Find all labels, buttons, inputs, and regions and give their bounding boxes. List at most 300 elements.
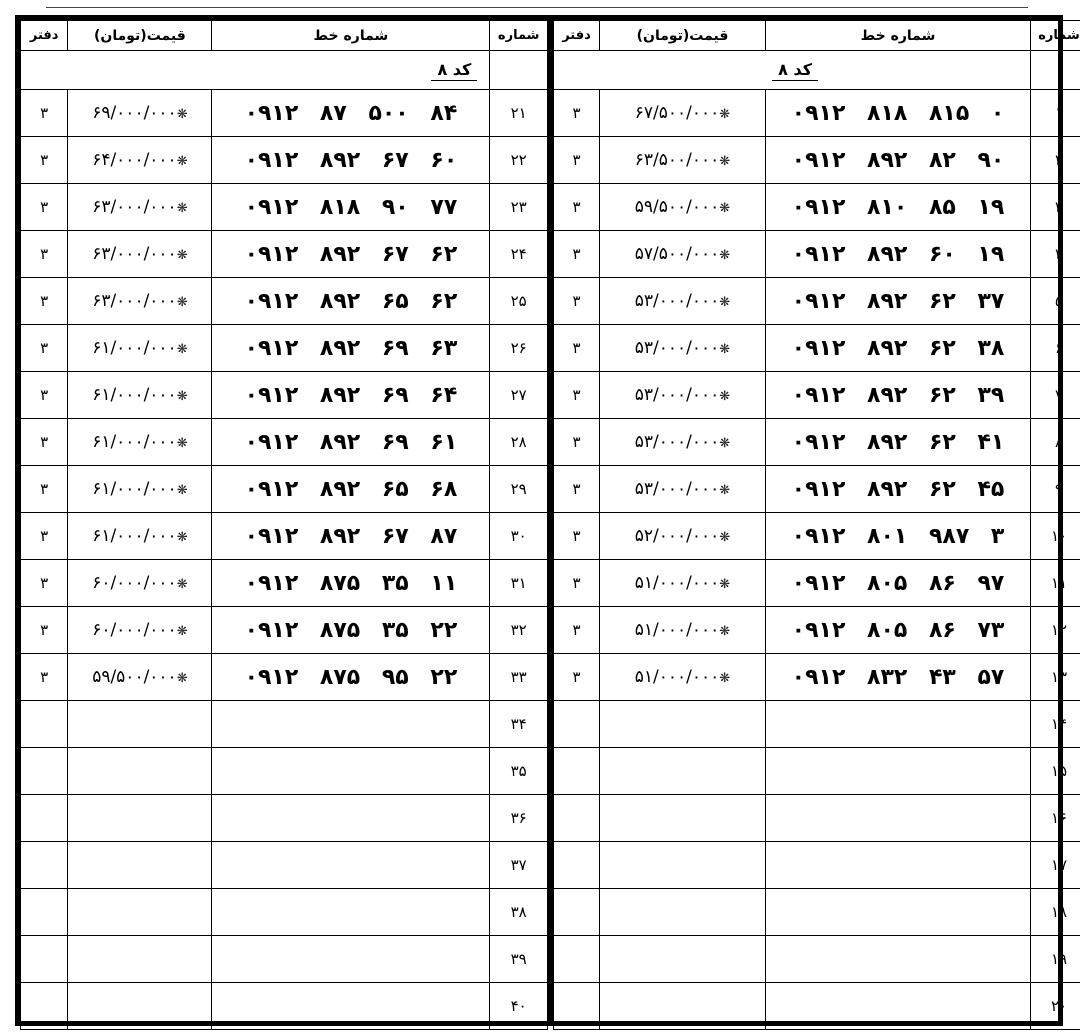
line-number-cell — [766, 936, 1031, 983]
ledger-cell: ۳ — [21, 466, 68, 513]
price-cell — [600, 466, 766, 513]
price-cell — [68, 278, 212, 325]
line-number: ۰۹۱۲ ۸۹۲ ۶۰ ۱۹ — [791, 241, 1005, 267]
code-label: کد ۸ — [772, 60, 818, 81]
line-number-cell — [212, 325, 490, 372]
row-number: ۳۷ — [490, 842, 548, 889]
asterisk-icon: ❋ — [176, 483, 188, 498]
price-cell — [68, 325, 212, 372]
price-cell — [68, 842, 212, 889]
price-cell — [68, 795, 212, 842]
asterisk-icon: ❋ — [719, 389, 731, 404]
price-value: ۶۷/۵۰۰/۰۰۰ — [634, 103, 720, 123]
price-value: ۶۰/۰۰۰/۰۰۰ — [92, 573, 177, 593]
table-row — [21, 889, 548, 936]
price-cell — [68, 372, 212, 419]
price-value: ۶۱/۰۰۰/۰۰۰ — [92, 526, 177, 546]
asterisk-icon: ❋ — [719, 624, 731, 639]
line-number-cell — [766, 419, 1031, 466]
table-row — [21, 842, 548, 889]
price-cell — [600, 513, 766, 560]
line-number-cell — [766, 466, 1031, 513]
price-cell — [600, 278, 766, 325]
price-value: ۵۱/۰۰۰/۰۰۰ — [634, 620, 720, 640]
line-number: ۰۹۱۲ ۸۷ ۵۰۰ ۸۴ — [244, 100, 458, 126]
table-row — [554, 842, 1080, 889]
table-row — [554, 231, 1080, 278]
line-number-cell — [766, 654, 1031, 701]
line-number: ۰۹۱۲ ۸۷۵ ۳۵ ۱۱ — [244, 570, 458, 596]
asterisk-icon: ❋ — [176, 530, 188, 545]
line-number: ۰۹۱۲ ۸۰۵ ۸۶ ۷۳ — [791, 617, 1005, 643]
ledger-cell — [554, 748, 600, 795]
price-value: ۵۹/۵۰۰/۰۰۰ — [634, 197, 720, 217]
line-number-cell — [766, 325, 1031, 372]
line-number: ۰۹۱۲ ۸۹۲ ۶۲ ۴۱ — [791, 429, 1005, 455]
price-cell — [600, 137, 766, 184]
line-number-cell — [766, 701, 1031, 748]
price-cell — [600, 90, 766, 137]
price-cell — [600, 795, 766, 842]
line-number: ۰۹۱۲ ۸۹۲ ۶۲ ۳۹ — [791, 382, 1005, 408]
price-value: ۶۳/۰۰۰/۰۰۰ — [92, 244, 177, 264]
line-number-cell — [766, 842, 1031, 889]
table-row — [21, 936, 548, 983]
code-spacer-cell — [490, 51, 548, 90]
asterisk-icon: ❋ — [719, 577, 731, 592]
price-cell — [68, 607, 212, 654]
line-number-cell — [212, 889, 490, 936]
header-ledger: دفتر — [554, 21, 600, 51]
table-row — [554, 560, 1080, 607]
ledger-cell — [554, 983, 600, 1030]
line-number: ۰۹۱۲ ۸۹۲ ۶۷ ۸۷ — [244, 523, 458, 549]
ledger-cell: ۳ — [21, 90, 68, 137]
row-number: ۴ — [1031, 231, 1080, 278]
asterisk-icon: ❋ — [719, 154, 731, 169]
price-value: ۶۳/۰۰۰/۰۰۰ — [92, 197, 177, 217]
row-number: ۱۱ — [1031, 560, 1080, 607]
asterisk-icon: ❋ — [719, 530, 731, 545]
ledger-cell: ۳ — [21, 278, 68, 325]
code-spacer-cell — [1031, 51, 1080, 90]
price-cell — [68, 936, 212, 983]
table-row — [21, 90, 548, 137]
table-row — [21, 372, 548, 419]
table-row — [554, 607, 1080, 654]
ledger-cell: ۳ — [554, 607, 600, 654]
header-price: قیمت(تومان) — [600, 21, 766, 51]
ledger-cell — [21, 748, 68, 795]
line-number: ۰۹۱۲ ۸۳۲ ۴۳ ۵۷ — [791, 664, 1005, 690]
price-cell — [68, 513, 212, 560]
header-line-number: شماره خط — [212, 21, 490, 51]
price-value: ۵۹/۵۰۰/۰۰۰ — [92, 667, 177, 687]
price-cell — [600, 607, 766, 654]
ledger-cell: ۳ — [21, 654, 68, 701]
ledger-cell — [554, 889, 600, 936]
ledger-cell: ۳ — [21, 560, 68, 607]
asterisk-icon: ❋ — [176, 342, 188, 357]
header-number: شماره — [1031, 21, 1080, 51]
table-row — [554, 701, 1080, 748]
ledger-cell: ۳ — [21, 419, 68, 466]
header-number: شماره — [490, 21, 548, 51]
price-value: ۶۹/۰۰۰/۰۰۰ — [92, 103, 177, 123]
line-number-cell — [212, 419, 490, 466]
line-number-cell — [212, 654, 490, 701]
line-number-cell — [766, 278, 1031, 325]
price-cell — [68, 466, 212, 513]
ledger-cell: ۳ — [554, 231, 600, 278]
price-value: ۶۰/۰۰۰/۰۰۰ — [92, 620, 177, 640]
price-cell — [68, 748, 212, 795]
price-cell — [68, 701, 212, 748]
row-number: ۲۳ — [490, 184, 548, 231]
row-number: ۱۹ — [1031, 936, 1080, 983]
ledger-cell — [21, 983, 68, 1030]
ledger-cell: ۳ — [554, 278, 600, 325]
ledger-cell: ۳ — [21, 607, 68, 654]
line-number: ۰۹۱۲ ۸۷۵ ۹۵ ۲۲ — [244, 664, 458, 690]
table-row — [21, 607, 548, 654]
price-cell — [600, 701, 766, 748]
row-number: ۱۷ — [1031, 842, 1080, 889]
price-value: ۵۱/۰۰۰/۰۰۰ — [634, 573, 720, 593]
price-list-panel-left — [15, 15, 553, 1026]
row-number: ۳۹ — [490, 936, 548, 983]
line-number: ۰۹۱۲ ۸۹۲ ۶۹ ۶۱ — [244, 429, 458, 455]
line-number: ۰۹۱۲ ۸۹۲ ۶۲ ۴۵ — [791, 476, 1005, 502]
line-number-cell — [212, 701, 490, 748]
table-row — [554, 137, 1080, 184]
line-number-cell — [212, 795, 490, 842]
line-number-cell — [212, 513, 490, 560]
table-row — [554, 372, 1080, 419]
line-number-cell — [212, 560, 490, 607]
price-value: ۵۷/۵۰۰/۰۰۰ — [634, 244, 720, 264]
row-number: ۱۰ — [1031, 513, 1080, 560]
line-number-cell — [766, 795, 1031, 842]
price-cell — [600, 372, 766, 419]
ledger-cell — [21, 701, 68, 748]
line-number: ۰۹۱۲ ۸۰۱ ۹۸۷ ۳ — [791, 523, 1005, 549]
line-number: ۰۹۱۲ ۸۱۸ ۸۱۵ ۰ — [791, 100, 1005, 126]
table-row — [554, 889, 1080, 936]
line-number: ۰۹۱۲ ۸۹۲ ۶۲ ۳۷ — [791, 288, 1005, 314]
table-row — [21, 701, 548, 748]
row-number: ۴۰ — [490, 983, 548, 1030]
asterisk-icon: ❋ — [176, 295, 188, 310]
asterisk-icon: ❋ — [176, 577, 188, 592]
table-row — [554, 90, 1080, 137]
table-row — [21, 184, 548, 231]
row-number: ۵ — [1031, 278, 1080, 325]
price-cell — [68, 419, 212, 466]
asterisk-icon: ❋ — [719, 342, 731, 357]
ledger-cell — [21, 889, 68, 936]
line-number-cell — [212, 936, 490, 983]
row-number: ۶ — [1031, 325, 1080, 372]
asterisk-icon: ❋ — [176, 436, 188, 451]
line-number: ۰۹۱۲ ۸۹۲ ۶۵ ۶۲ — [244, 288, 458, 314]
price-cell — [68, 231, 212, 278]
line-number-cell — [212, 372, 490, 419]
price-cell — [68, 90, 212, 137]
price-cell — [600, 654, 766, 701]
ledger-cell: ۳ — [21, 231, 68, 278]
price-cell — [68, 983, 212, 1030]
row-number: ۹ — [1031, 466, 1080, 513]
ledger-cell: ۳ — [554, 419, 600, 466]
line-number-cell — [212, 842, 490, 889]
asterisk-icon: ❋ — [176, 154, 188, 169]
row-number: ۱۲ — [1031, 607, 1080, 654]
line-number: ۰۹۱۲ ۸۱۸ ۹۰ ۷۷ — [244, 194, 458, 220]
price-cell — [68, 889, 212, 936]
table-row — [21, 560, 548, 607]
line-number-cell — [766, 513, 1031, 560]
asterisk-icon: ❋ — [176, 201, 188, 216]
row-number: ۱۶ — [1031, 795, 1080, 842]
price-cell — [68, 137, 212, 184]
line-number: ۰۹۱۲ ۸۱۰ ۸۵ ۱۹ — [791, 194, 1005, 220]
asterisk-icon: ❋ — [176, 624, 188, 639]
price-cell — [600, 419, 766, 466]
line-number-cell — [766, 184, 1031, 231]
price-value: ۵۳/۰۰۰/۰۰۰ — [634, 432, 720, 452]
line-number-cell — [766, 372, 1031, 419]
asterisk-icon: ❋ — [719, 107, 731, 122]
line-number: ۰۹۱۲ ۸۹۲ ۶۹ ۶۴ — [244, 382, 458, 408]
ledger-cell — [21, 842, 68, 889]
ledger-cell — [554, 795, 600, 842]
header-ledger: دفتر — [21, 21, 68, 51]
price-cell — [600, 983, 766, 1030]
asterisk-icon: ❋ — [719, 295, 731, 310]
ledger-cell — [554, 842, 600, 889]
asterisk-icon: ❋ — [176, 107, 188, 122]
asterisk-icon: ❋ — [719, 248, 731, 263]
table-row — [21, 513, 548, 560]
ledger-cell: ۳ — [554, 325, 600, 372]
top-rule — [46, 7, 1028, 8]
ledger-cell: ۳ — [554, 137, 600, 184]
ledger-cell: ۳ — [21, 137, 68, 184]
line-number-cell — [212, 278, 490, 325]
price-value: ۶۱/۰۰۰/۰۰۰ — [92, 385, 177, 405]
row-number: ۲۵ — [490, 278, 548, 325]
price-value: ۶۱/۰۰۰/۰۰۰ — [92, 338, 177, 358]
price-cell — [68, 654, 212, 701]
header-row — [554, 21, 1080, 51]
table-row — [21, 654, 548, 701]
ledger-cell: ۳ — [554, 513, 600, 560]
ledger-cell: ۳ — [554, 90, 600, 137]
code-label-cell — [554, 51, 1031, 90]
row-number: ۱۵ — [1031, 748, 1080, 795]
table-row — [554, 936, 1080, 983]
ledger-cell — [21, 795, 68, 842]
row-number: ۳۰ — [490, 513, 548, 560]
row-number: ۲۰ — [1031, 983, 1080, 1030]
ledger-cell: ۳ — [554, 560, 600, 607]
line-number-cell — [766, 137, 1031, 184]
header-price: قیمت(تومان) — [68, 21, 212, 51]
ledger-cell: ۳ — [21, 325, 68, 372]
row-number: ۱ — [1031, 90, 1080, 137]
code-label: کد ۸ — [431, 60, 477, 81]
line-number-cell — [766, 607, 1031, 654]
asterisk-icon: ❋ — [719, 201, 731, 216]
row-number: ۲۸ — [490, 419, 548, 466]
table-row — [554, 325, 1080, 372]
line-number: ۰۹۱۲ ۸۹۲ ۶۲ ۳۸ — [791, 335, 1005, 361]
price-table-right — [553, 20, 1080, 1030]
price-value: ۵۲/۰۰۰/۰۰۰ — [634, 526, 720, 546]
price-value: ۶۱/۰۰۰/۰۰۰ — [92, 432, 177, 452]
asterisk-icon: ❋ — [176, 248, 188, 263]
ledger-cell: ۳ — [554, 654, 600, 701]
table-row — [554, 748, 1080, 795]
line-number-cell — [766, 231, 1031, 278]
rows-left — [21, 90, 548, 1030]
code-row — [21, 51, 548, 90]
row-number: ۲ — [1031, 137, 1080, 184]
ledger-cell: ۳ — [554, 184, 600, 231]
price-value: ۶۳/۵۰۰/۰۰۰ — [634, 150, 720, 170]
ledger-cell: ۳ — [21, 184, 68, 231]
price-value: ۵۳/۰۰۰/۰۰۰ — [634, 338, 720, 358]
asterisk-icon: ❋ — [176, 671, 188, 686]
price-cell — [600, 889, 766, 936]
price-cell — [68, 560, 212, 607]
price-cell — [600, 231, 766, 278]
price-cell — [600, 560, 766, 607]
row-number: ۲۷ — [490, 372, 548, 419]
price-cell — [68, 184, 212, 231]
price-value: ۵۳/۰۰۰/۰۰۰ — [634, 479, 720, 499]
table-row — [21, 325, 548, 372]
table-row — [554, 795, 1080, 842]
table-row — [21, 795, 548, 842]
line-number-cell — [212, 231, 490, 278]
price-cell — [600, 748, 766, 795]
line-number: ۰۹۱۲ ۸۰۵ ۸۶ ۹۷ — [791, 570, 1005, 596]
row-number: ۲۴ — [490, 231, 548, 278]
line-number-cell — [212, 184, 490, 231]
header-row — [21, 21, 548, 51]
ledger-cell: ۳ — [554, 372, 600, 419]
price-value: ۵۳/۰۰۰/۰۰۰ — [634, 385, 720, 405]
row-number: ۳۵ — [490, 748, 548, 795]
price-value: ۶۱/۰۰۰/۰۰۰ — [92, 479, 177, 499]
table-row — [554, 419, 1080, 466]
row-number: ۳۲ — [490, 607, 548, 654]
line-number-cell — [766, 748, 1031, 795]
row-number: ۱۳ — [1031, 654, 1080, 701]
ledger-cell — [554, 936, 600, 983]
code-row — [554, 51, 1080, 90]
line-number-cell — [212, 607, 490, 654]
code-label-cell — [21, 51, 490, 90]
price-cell — [600, 325, 766, 372]
table-row — [21, 137, 548, 184]
table-row — [554, 983, 1080, 1030]
line-number-cell — [212, 748, 490, 795]
row-number: ۳۳ — [490, 654, 548, 701]
price-list-panel-right — [548, 15, 1080, 1026]
price-value: ۶۴/۰۰۰/۰۰۰ — [92, 150, 177, 170]
line-number-cell — [212, 983, 490, 1030]
row-number: ۳۴ — [490, 701, 548, 748]
price-table-left — [20, 20, 548, 1030]
line-number: ۰۹۱۲ ۸۹۲ ۶۷ ۶۲ — [244, 241, 458, 267]
ledger-cell — [21, 936, 68, 983]
table-row — [21, 419, 548, 466]
line-number-cell — [212, 466, 490, 513]
row-number: ۲۱ — [490, 90, 548, 137]
line-number: ۰۹۱۲ ۸۹۲ ۶۵ ۶۸ — [244, 476, 458, 502]
row-number: ۲۶ — [490, 325, 548, 372]
rows-right — [554, 90, 1080, 1030]
line-number-cell — [766, 90, 1031, 137]
table-row — [554, 513, 1080, 560]
ledger-cell: ۳ — [554, 466, 600, 513]
line-number: ۰۹۱۲ ۸۹۲ ۶۹ ۶۳ — [244, 335, 458, 361]
price-cell — [600, 936, 766, 983]
asterisk-icon: ❋ — [719, 671, 731, 686]
row-number: ۳۸ — [490, 889, 548, 936]
row-number: ۲۲ — [490, 137, 548, 184]
line-number-cell — [766, 560, 1031, 607]
price-cell — [600, 184, 766, 231]
table-row — [21, 231, 548, 278]
table-row — [21, 278, 548, 325]
row-number: ۸ — [1031, 419, 1080, 466]
line-number-cell — [212, 137, 490, 184]
price-value: ۵۱/۰۰۰/۰۰۰ — [634, 667, 720, 687]
line-number: ۰۹۱۲ ۸۷۵ ۳۵ ۲۲ — [244, 617, 458, 643]
asterisk-icon: ❋ — [719, 483, 731, 498]
line-number: ۰۹۱۲ ۸۹۲ ۶۷ ۶۰ — [244, 147, 458, 173]
row-number: ۱۴ — [1031, 701, 1080, 748]
table-row — [21, 748, 548, 795]
table-row — [554, 654, 1080, 701]
ledger-cell: ۳ — [21, 513, 68, 560]
row-number: ۲۹ — [490, 466, 548, 513]
line-number: ۰۹۱۲ ۸۹۲ ۸۲ ۹۰ — [791, 147, 1005, 173]
table-row — [554, 278, 1080, 325]
asterisk-icon: ❋ — [176, 389, 188, 404]
line-number-cell — [766, 889, 1031, 936]
ledger-cell — [554, 701, 600, 748]
row-number: ۱۸ — [1031, 889, 1080, 936]
asterisk-icon: ❋ — [719, 436, 731, 451]
price-value: ۶۳/۰۰۰/۰۰۰ — [92, 291, 177, 311]
table-row — [554, 184, 1080, 231]
row-number: ۳۱ — [490, 560, 548, 607]
row-number: ۳ — [1031, 184, 1080, 231]
price-cell — [600, 842, 766, 889]
row-number: ۷ — [1031, 372, 1080, 419]
ledger-cell: ۳ — [21, 372, 68, 419]
table-row — [554, 466, 1080, 513]
price-value: ۵۳/۰۰۰/۰۰۰ — [634, 291, 720, 311]
line-number-cell — [766, 983, 1031, 1030]
row-number: ۳۶ — [490, 795, 548, 842]
table-row — [21, 983, 548, 1030]
